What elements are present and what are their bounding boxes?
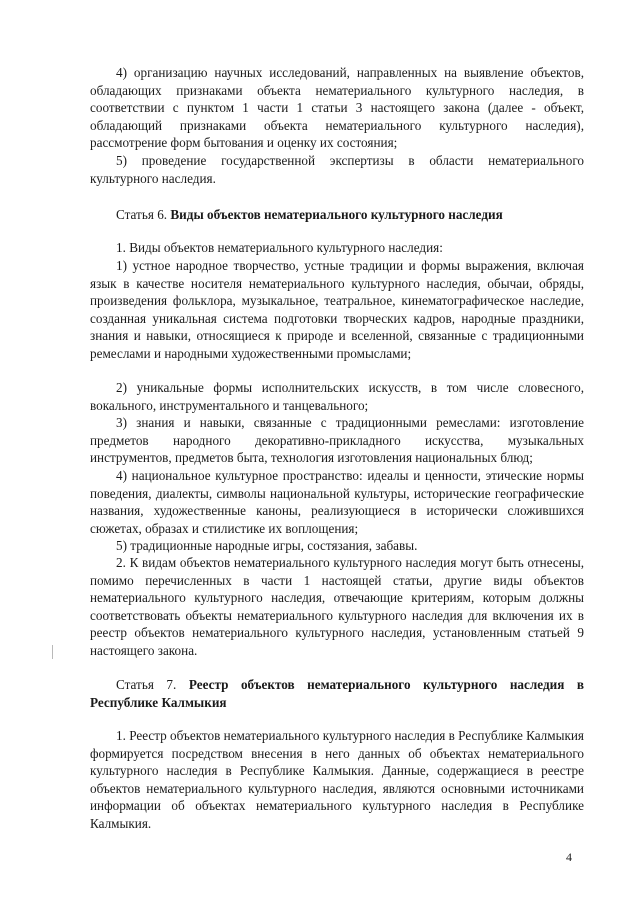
article-6-prefix: Статья 6. (116, 207, 168, 222)
page-number: 4 (566, 850, 572, 864)
article-6-heading (90, 206, 584, 224)
article-6-paragraph-2: 2. К видам объектов нематериального культурного наследия могут быть отнесены, помимо перечисленных в части 1 настоящей статьи, другие виды объектов нематериального культурного наследия, отвечающие критериям, которым должны соответствовать объекты нематериального культурного наследия для включения их в реестр объектов нематериального культурного наследия, установленным статьей 9 настоящего закона. (90, 555, 584, 658)
article-6-item-5: 5) традиционные народные игры, состязания, забавы. (116, 538, 418, 553)
article-6-item-2: 2) уникальные формы исполнительских искусств, в том числе словесного, вокального, инструментального и танцевального; (90, 380, 584, 413)
article-6-title: Виды объектов нематериального культурного наследия (170, 207, 503, 222)
paragraph-item-5: 5) проведение государственной экспертизы в области нематериального культурного наследия. (90, 153, 584, 186)
article-6-item-1: 1) устное народное творчество, устные традиции и формы выражения, включая язык в качестве носителя нематериального культурного наследия, обычаи, обряды, произведения фольклора, музыкальное, театральное, кинематографическое наследие, созданная уникальная система подготовки творческих кадров, народные праздники, знания и навыки, относящиеся к природе и вселенной, связанные с традиционными ремеслами и народными художественными промыслами; (90, 258, 584, 361)
margin-mark (52, 645, 53, 659)
article-7-paragraph-1: 1. Реестр объектов нематериального культурного наследия в Республике Калмыкия формируется посредством внесения в него данных об объектах нематериального культурного наследия в Республике Калмыкия. Данные, содержащиеся в реестре объектов нематериального культурного наследия, являются основными источниками информации об объектах нематериального культурного наследия в Республике Калмыкия. (90, 728, 584, 831)
article-6-paragraph-1: 1. Виды объектов нематериального культурного наследия: (116, 240, 443, 255)
article-6-item-3: 3) знания и навыки, связанные с традиционными ремеслами: изготовление предметов народного декоративно-прикладного искусства, музыкальных инструментов, предметов быта, технология изготовления национальных блюд; (90, 415, 584, 465)
article-7-prefix: Статья 7. (116, 677, 177, 692)
article-7-heading (90, 676, 584, 711)
article-6-item-4: 4) национальное культурное пространство: идеалы и ценности, этические нормы поведения, диалекты, символы национальной культуры, исторические географические названия, художественные каноны, реализующиеся в исторически сложившихся сюжетах, образах и стилистике их воплощения; (90, 468, 584, 536)
article-7-title: Реестр объектов нематериального культурного наследия в Республике Калмыкия (90, 677, 585, 710)
paragraph-item-4: 4) организацию научных исследований, направленных на выявление объектов, обладающих признаками объекта нематериального культурного наследия, в соответствии с пунктом 1 части 1 статьи 3 настоящего закона (далее - объект, обладающий признаками объекта нематериального культурного наследия), рассмотрение форм бытования и оценку их состояния; (90, 65, 584, 150)
